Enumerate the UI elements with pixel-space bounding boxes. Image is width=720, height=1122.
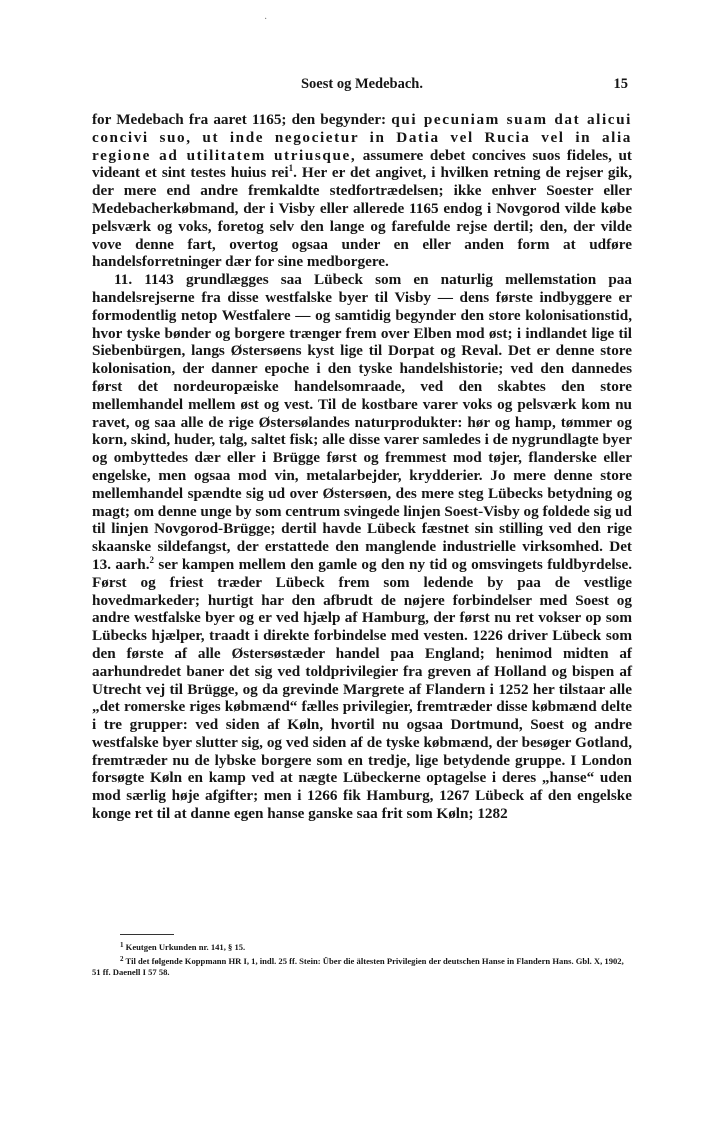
footnotes	[92, 940, 632, 979]
footnote-1	[92, 940, 632, 954]
running-title: Soest og Medebach.	[300, 76, 424, 92]
page-header	[92, 76, 632, 96]
paragraph-1	[92, 111, 632, 271]
latin-quotation: qui pecuniam suam dat alicui concivi suo, ut inde negocietur in Datia vel Rucia vel in alia regione ad utilitatem utriusque,	[92, 111, 632, 164]
paragraph-2	[92, 271, 632, 823]
paragraph-1-text-b: assumere debet concives suos fideles, ut videant et sint testes huius rei	[92, 146, 632, 182]
footnote-2	[92, 954, 632, 979]
paragraph-2-text-a: 11. 1143 grundlægges saa Lübeck som en naturlig mellemstation paa handelsrejserne fra disse westfalske byer til Visby — dens første indbyggere er formodentlig netop Westfalere — og samtidig begynder den store kolonisationstid, hvor tyske bønder og borgere trænger frem over Elben mod øst; i indlandet lige til Siebenbürgen, langs Østersøens kyst lige til Dorpat og Reval. Det er denne store kolonisation, der danner epoche i den tyske handelshistorie; ved den dannedes først det nordeuropæiske handelsomraade, ved den skabtes den store mellemhandel mellem øst og vest. Til de kostbare varer voks og pelsværk kom nu ravet, og saa alle de rige Østersølandes naturprodukter: hør og hamp, tømmer og korn, skind, huder, talg, saltet fisk; alle disse varer samledes i de nygrundlagte byer og ombyttedes dær eller i Brügge først og fremmest mod tøjer, flanderske eller engelske, men ogsaa mod vin, metalarbejder, krydderier. Jo mere denne store mellemhandel spændte sig ud over Østersøen, des mere steg Lübecks betydning og magt; om denne unge by som centrum svingede linjen Soest-Visby og foldede sig ud til linjen Novgorod-Brügge; dertil havde Lübeck fæstnet sin stilling ved den rige skaanske sildefangst, der erstattede den manglende industrielle virksomhed. Det 13. aarh.	[92, 271, 632, 573]
footnote-ref-2: 2	[149, 554, 155, 565]
footnote-1-text: Keutgen Urkunden nr. 141, § 15.	[125, 942, 246, 952]
footnote-2-marker: 2	[120, 954, 124, 963]
footnote-2-text: Til det følgende Koppmann HR I, 1, indl. 25 ff. Stein: Über die ältesten Privilegien der deutschen Hanse in Flandern Hans. Gbl. X, 1902, 51 ff. Daenell I 57 58.	[92, 955, 624, 977]
paragraph-1-text-c: . Her er det angivet, i hvilken retning de rejser gik, der mere end andre fremkaldte stedfortrædelsen; ikke enhver Soester eller Medebacherkøbmand, der i Visby eller allerede 1165 endog i Novgorod vilde købe pelsværk og voks, foretog selv den lange og farefulde rejse dertil; den, der vilde vove denne fart, overtog ogsaa under en eller anden form at udføre handelsforretninger dær for sine medborgere.	[92, 164, 632, 271]
book-page	[92, 0, 632, 1122]
scan-speck: ·	[264, 14, 268, 25]
paragraph-2-text-b: ser kampen mellem den gamle og den ny tid og omsvingets fuldbyrdelse. Først og friest træder Lübeck frem som ledende by paa de vestlige hovedmarkeder; hurtigt har den afbrudt de nøjere forbindelser med Soest og andre westfalske byer og er ved hjælp af Hamburg, der først nu ret vokser op som Lübecks hjælper, traadt i direkte forbindelse med vesten. 1226 driver Lübeck som den første af alle Østersøstæder handel paa England; henimod midten af aarhundredet baner det sig ved toldprivilegier fra greven af Holland og bispen af Utrecht vej til Brügge, og da grevinde Margrete af Flandern i 1252 her tilstaar alle „det romerske riges købmænd“ fælles privilegier, fremtræder disse købmænd delte i tre grupper: ved siden af Køln, hvortil nu ogsaa Dortmund, Soest og andre westfalske byer slutter sig, og ved siden af de tyske købmænd, der besøger Gotland, fremtræder nu de lybske borgere som en tredje, lige betydende gruppe. I London forsøgte Køln en kamp ved at nægte Lübeckerne optagelse i deres „hanse“ uden mod særlig høje afgifter; men i 1266 fik Hamburg, 1267 Lübeck af den engelske konge ret til at danne egen hanse ganske saa frit som Køln; 1282	[92, 555, 633, 823]
page-number: 15	[613, 76, 628, 92]
footnote-1-marker: 1	[120, 941, 124, 949]
footnote-divider	[120, 934, 174, 935]
footnote-ref-1: 1	[288, 163, 294, 174]
body-text	[92, 111, 632, 823]
paragraph-1-text-a: for Medebach fra aaret 1165; den begynder:	[92, 111, 392, 128]
